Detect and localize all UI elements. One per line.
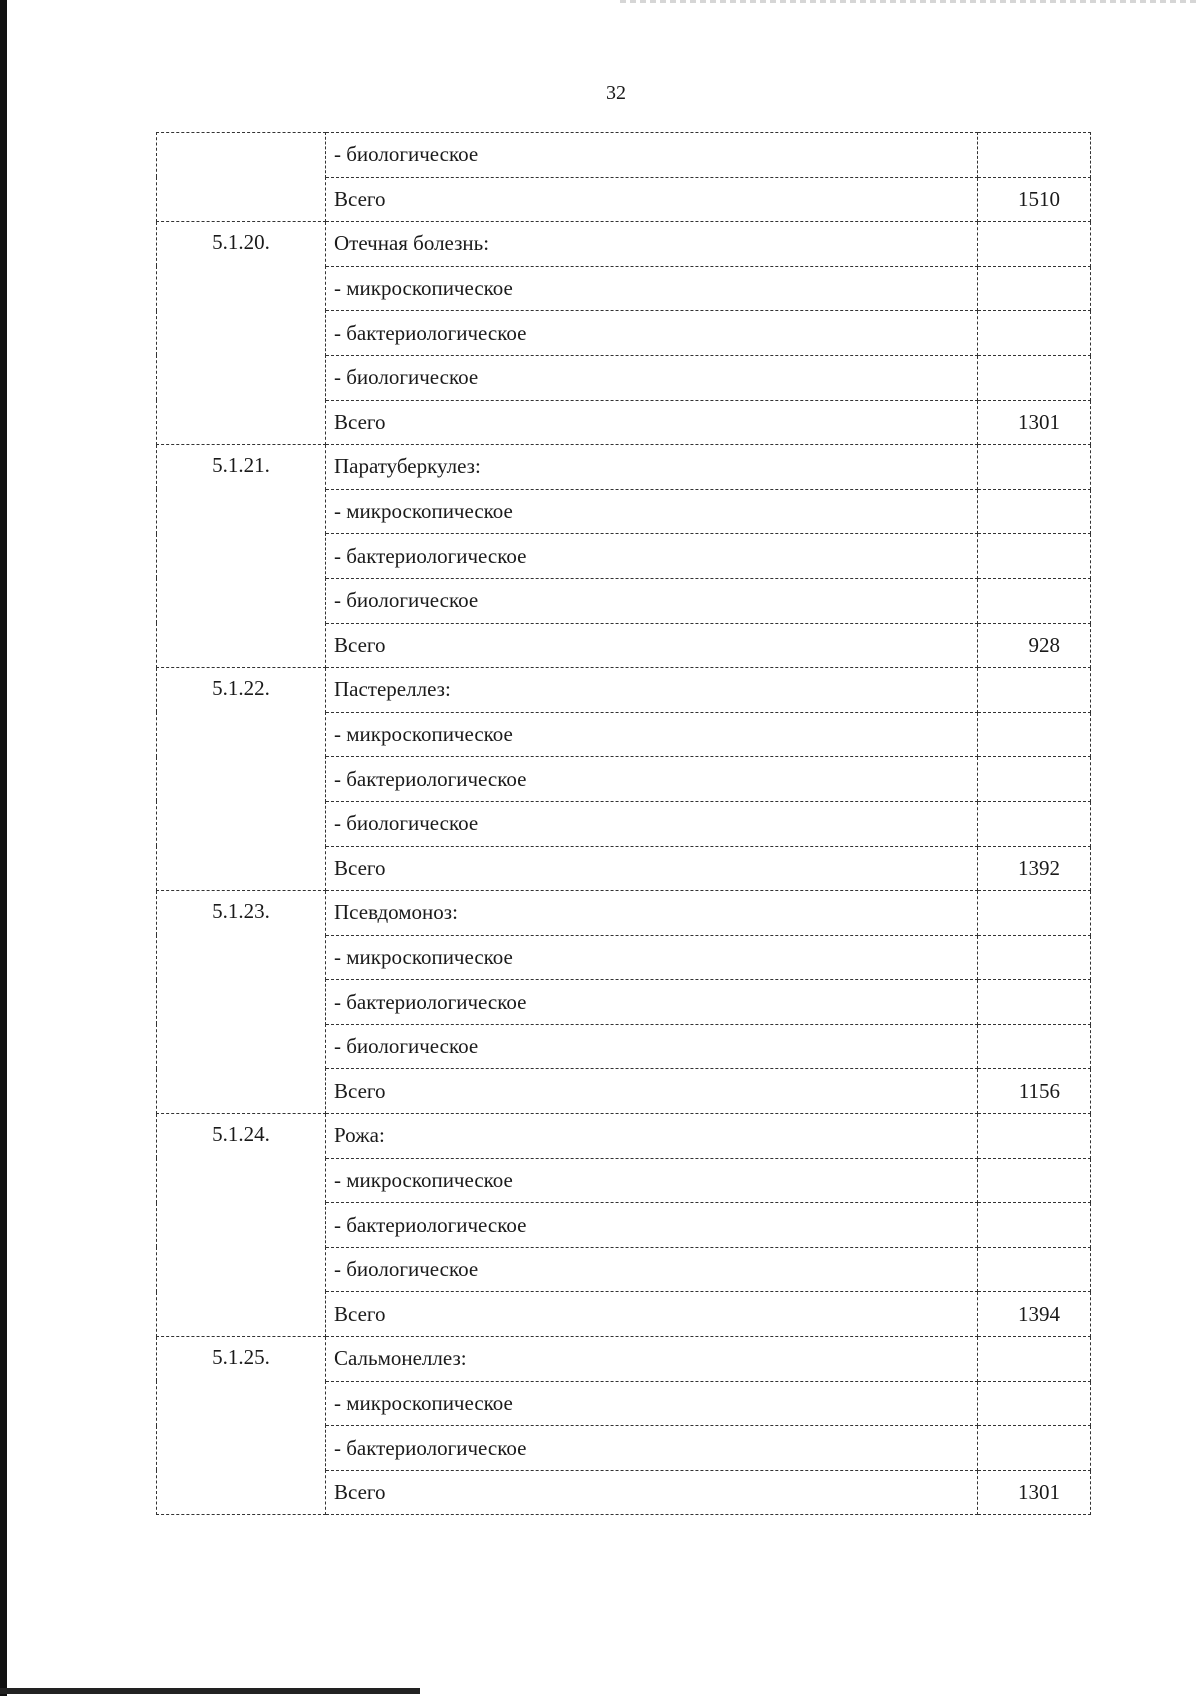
row-label: Всего (326, 846, 978, 891)
row-value (978, 534, 1091, 579)
row-label: - бактериологическое (326, 1426, 978, 1471)
row-label: Всего (326, 1292, 978, 1337)
row-label: Всего (326, 1069, 978, 1114)
row-label: Отечная болезнь: (326, 222, 978, 267)
row-label: Всего (326, 1470, 978, 1515)
row-value (978, 1381, 1091, 1426)
row-value (978, 891, 1091, 936)
section-number: 5.1.20. (157, 222, 326, 445)
row-value (978, 266, 1091, 311)
row-value (978, 445, 1091, 490)
row-label: Рожа: (326, 1114, 978, 1159)
row-value (978, 757, 1091, 802)
row-label: Пастереллез: (326, 668, 978, 713)
row-value: 1392 (978, 846, 1091, 891)
section-number: 5.1.23. (157, 891, 326, 1114)
row-label: Паратуберкулез: (326, 445, 978, 490)
row-value (978, 311, 1091, 356)
section-number: 5.1.22. (157, 668, 326, 891)
row-label: - биологическое (326, 578, 978, 623)
scan-left-edge (0, 0, 7, 1696)
row-value: 1510 (978, 177, 1091, 222)
row-label: - биологическое (326, 1024, 978, 1069)
row-value: 928 (978, 623, 1091, 668)
row-label: - бактериологическое (326, 1203, 978, 1248)
row-label: - биологическое (326, 355, 978, 400)
row-value: 1156 (978, 1069, 1091, 1114)
row-value (978, 668, 1091, 713)
row-value (978, 980, 1091, 1025)
row-value (978, 1158, 1091, 1203)
table-row (157, 1114, 1091, 1159)
row-value (978, 935, 1091, 980)
section-number: 5.1.25. (157, 1337, 326, 1515)
row-label: - биологическое (326, 133, 978, 178)
row-value (978, 222, 1091, 267)
table-row (157, 891, 1091, 936)
scan-top-noise (620, 0, 1200, 3)
row-value (978, 355, 1091, 400)
row-label: - микроскопическое (326, 935, 978, 980)
page-number: 32 (606, 82, 626, 104)
table-row (157, 1337, 1091, 1382)
row-label: - бактериологическое (326, 534, 978, 579)
row-label: Всего (326, 623, 978, 668)
row-value: 1394 (978, 1292, 1091, 1337)
row-label: - микроскопическое (326, 266, 978, 311)
row-label: - микроскопическое (326, 489, 978, 534)
row-label: - микроскопическое (326, 1381, 978, 1426)
row-value: 1301 (978, 1470, 1091, 1515)
row-label: Сальмонеллез: (326, 1337, 978, 1382)
row-label: Псевдомоноз: (326, 891, 978, 936)
row-label: - микроскопическое (326, 1158, 978, 1203)
row-value (978, 801, 1091, 846)
row-value (978, 1337, 1091, 1382)
table-row (157, 445, 1091, 490)
row-value (978, 1024, 1091, 1069)
row-value (978, 489, 1091, 534)
table-row (157, 133, 1091, 178)
row-label: - бактериологическое (326, 980, 978, 1025)
row-value: 1301 (978, 400, 1091, 445)
row-label: - микроскопическое (326, 712, 978, 757)
row-value (978, 1426, 1091, 1471)
table-row (157, 668, 1091, 713)
table-body (157, 133, 1091, 1515)
price-table (156, 132, 1091, 1515)
row-value (978, 133, 1091, 178)
row-label: - биологическое (326, 1247, 978, 1292)
row-label: Всего (326, 177, 978, 222)
row-label: Всего (326, 400, 978, 445)
scan-bottom-edge (0, 1688, 420, 1694)
row-value (978, 1114, 1091, 1159)
row-value (978, 578, 1091, 623)
row-label: - биологическое (326, 801, 978, 846)
section-number: 5.1.21. (157, 445, 326, 668)
row-value (978, 1247, 1091, 1292)
table-row (157, 222, 1091, 267)
row-value (978, 1203, 1091, 1248)
section-number: 5.1.24. (157, 1114, 326, 1337)
row-label: - бактериологическое (326, 757, 978, 802)
section-number (157, 133, 326, 222)
row-label: - бактериологическое (326, 311, 978, 356)
row-value (978, 712, 1091, 757)
